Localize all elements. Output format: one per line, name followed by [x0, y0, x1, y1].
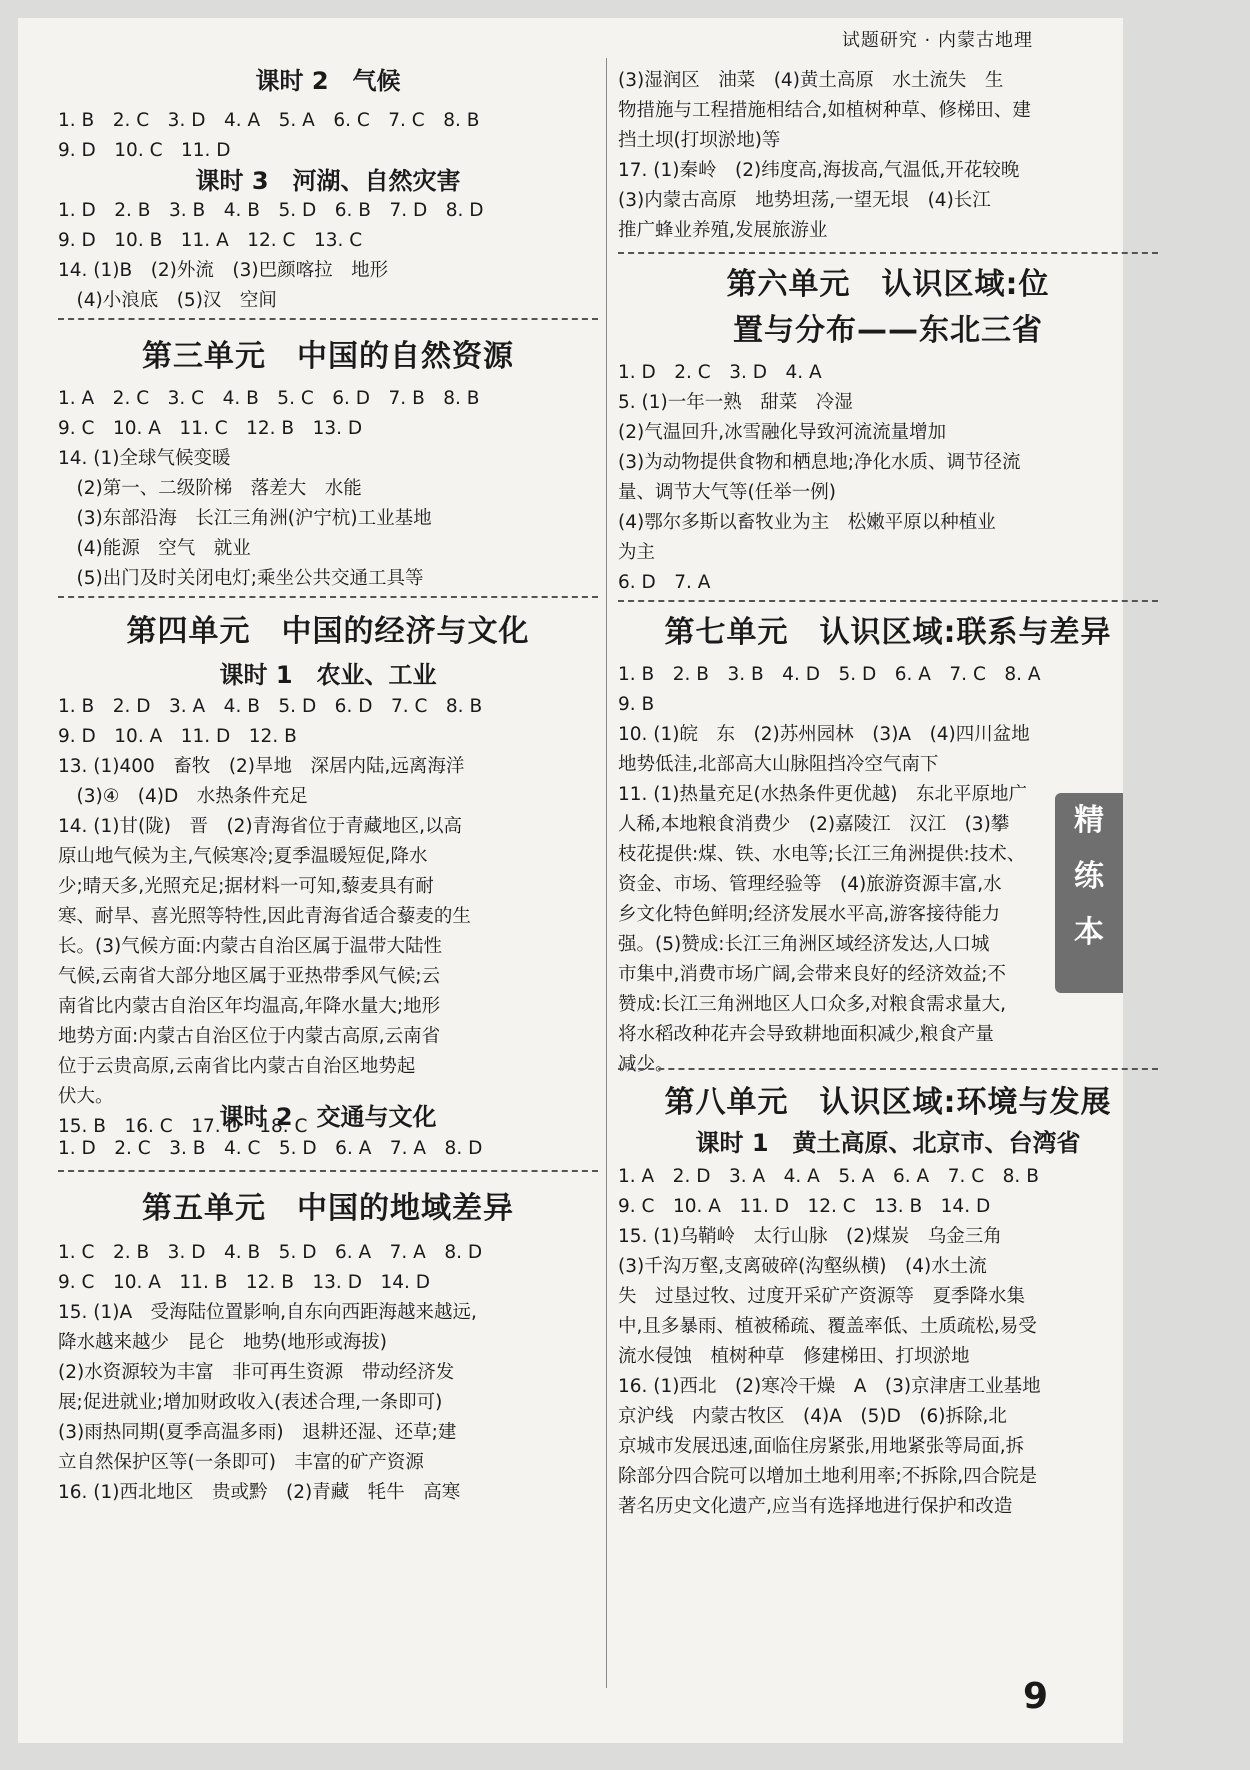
answer-line: 南省比内蒙古自治区年均温高,年降水量大;地形 [58, 996, 441, 1017]
unit7-title: 第七单元 认识区域:联系与差异 [664, 615, 1112, 650]
answer-line: 著名历史文化遗产,应当有选择地进行保护和改造 [618, 1496, 1013, 1517]
answer-line: 伏大。 [58, 1086, 114, 1107]
answer-line: 寒、耐旱、喜光照等特性,因此青海省适合藜麦的生 [58, 906, 471, 927]
page-number: 9 [1022, 1676, 1048, 1717]
answer-line: 位于云贵高原,云南省比内蒙古自治区地势起 [58, 1056, 416, 1077]
answer-line: 原山地气候为主,气候寒冷;夏季温暖短促,降水 [58, 846, 428, 867]
answer-line: 16. (1)西北 (2)寒冷干燥 A (3)京津唐工业基地 [618, 1376, 1041, 1397]
lesson-title-transport: 课时 2 交通与文化 [219, 1103, 437, 1131]
side-tab-char: 本 [1074, 915, 1104, 950]
answer-line: 9. C 10. A 11. B 12. B 13. D 14. D [58, 1272, 430, 1293]
running-header: 试题研究 · 内蒙古地理 [841, 30, 1033, 51]
answer-line: 减少。 [618, 1054, 674, 1075]
answer-line: (4)鄂尔多斯以畜牧业为主 松嫩平原以种植业 [618, 512, 996, 533]
answer-line: 强。(5)赞成:长江三角洲区域经济发达,人口城 [618, 934, 990, 955]
unit5-answers [58, 1238, 598, 1508]
answer-line: 16. (1)西北地区 贵或黔 (2)青藏 牦牛 高寒 [58, 1482, 461, 1503]
section-divider [618, 252, 1158, 254]
answer-line: 13. (1)400 畜牧 (2)旱地 深居内陆,远离海洋 [58, 756, 465, 777]
answer-line: 10. (1)皖 东 (2)苏州园林 (3)A (4)四川盆地 [618, 724, 1030, 745]
section-divider [58, 1170, 598, 1172]
unit6-title-line2: 置与分布——东北三省 [733, 313, 1043, 348]
continued-answers [618, 66, 1158, 246]
answer-line: 地势低洼,北部高大山脉阻挡冷空气南下 [618, 754, 939, 775]
answer-line: 5. (1)一年一熟 甜菜 冷湿 [618, 392, 853, 413]
answer-line: (2)水资源较为丰富 非可再生资源 带动经济发 [58, 1362, 455, 1383]
answer-line: (2)第一、二级阶梯 落差大 水能 [58, 478, 362, 499]
answer-line: 1. D 2. B 3. B 4. B 5. D 6. B 7. D 8. D [58, 200, 484, 221]
answer-line: 9. C 10. A 11. D 12. C 13. B 14. D [618, 1196, 991, 1217]
answer-line: (3)内蒙古高原 地势坦荡,一望无垠 (4)长江 [618, 190, 991, 211]
lesson-title-agriculture: 课时 1 农业、工业 [219, 661, 437, 689]
lesson2-answers [58, 106, 598, 166]
answer-line: 9. B [618, 694, 655, 715]
answer-line: (3)④ (4)D 水热条件充足 [58, 786, 308, 807]
answer-line: 京城市发展迅速,面临住房紧张,用地紧张等局面,拆 [618, 1436, 1025, 1457]
section-divider [618, 1068, 1158, 1070]
lesson-title-rivers: 课时 3 河湖、自然灾害 [195, 167, 461, 195]
section-divider [58, 596, 598, 598]
unit3-answers [58, 384, 598, 594]
answer-line: 物措施与工程措施相结合,如植树种草、修梯田、建 [618, 100, 1031, 121]
answer-line: 9. C 10. A 11. C 12. B 13. D [58, 418, 363, 439]
section-divider [618, 600, 1158, 602]
unit6-title-line1: 第六单元 认识区域:位 [726, 267, 1050, 302]
answer-line: 9. D 10. B 11. A 12. C 13. C [58, 230, 363, 251]
side-tab-char: 精 [1074, 803, 1104, 838]
answer-line: (3)为动物提供食物和栖息地;净化水质、调节径流 [618, 452, 1021, 473]
answer-line: 失 过垦过牧、过度开采矿产资源等 夏季降水集 [618, 1286, 1026, 1307]
unit3-title: 第三单元 中国的自然资源 [142, 339, 514, 374]
lesson-title-loess: 课时 1 黄土高原、北京市、台湾省 [695, 1129, 1081, 1157]
answer-line: 15. (1)乌鞘岭 太行山脉 (2)煤炭 乌金三角 [618, 1226, 1002, 1247]
answer-line: 除部分四合院可以增加土地利用率;不拆除,四合院是 [618, 1466, 1038, 1487]
answer-line: 1. D 2. C 3. B 4. C 5. D 6. A 7. A 8. D [58, 1138, 483, 1159]
answer-line: (3)千沟万壑,支离破碎(沟壑纵横) (4)水土流 [618, 1256, 987, 1277]
answer-line: (2)气温回升,冰雪融化导致河流流量增加 [618, 422, 947, 443]
unit4-lesson1-answers [58, 692, 598, 1142]
answer-line: (4)小浪底 (5)汉 空间 [58, 290, 277, 311]
answer-line: 将水稻改种花卉会导致耕地面积减少,粮食产量 [618, 1024, 994, 1045]
answer-line: 14. (1)甘(陇) 晋 (2)青海省位于青藏地区,以高 [58, 816, 463, 837]
answer-line: 6. D 7. A [618, 572, 711, 593]
section-divider [58, 318, 598, 320]
answer-line: 15. B 16. C 17. D 18. C [58, 1116, 308, 1137]
answer-line: 气候,云南省大部分地区属于亚热带季风气候;云 [58, 966, 441, 987]
answer-line: 14. (1)全球气候变暖 [58, 448, 231, 469]
answer-line: 赞成:长江三角洲地区人口众多,对粮食需求量大, [618, 994, 1006, 1015]
lesson3-answers [58, 196, 598, 316]
column-divider [606, 58, 607, 1688]
answer-line: 为主 [618, 542, 656, 563]
unit4-title: 第四单元 中国的经济与文化 [126, 614, 530, 649]
answer-line: 展;促进就业;增加财政收入(表述合理,一条即可) [58, 1392, 443, 1413]
unit5-title: 第五单元 中国的地域差异 [142, 1191, 514, 1226]
side-tab-char: 练 [1074, 859, 1104, 894]
answer-line: 挡土坝(打坝淤地)等 [618, 130, 781, 151]
answer-line: 流水侵蚀 植树种草 修建梯田、打坝淤地 [618, 1346, 970, 1367]
answer-line: 15. (1)A 受海陆位置影响,自东向西距海越来越远, [58, 1302, 477, 1323]
answer-line: 京沪线 内蒙古牧区 (4)A (5)D (6)拆除,北 [618, 1406, 1007, 1427]
answer-line: 枝花提供:煤、铁、水电等;长江三角洲提供:技术、 [618, 844, 1026, 865]
answer-line: 资金、市场、管理经验等 (4)旅游资源丰富,水 [618, 874, 1002, 895]
answer-line: (3)东部沿海 长江三角洲(沪宁杭)工业基地 [58, 508, 432, 529]
unit6-answers [618, 358, 1158, 598]
answer-line: 长。(3)气候方面:内蒙古自治区属于温带大陆性 [58, 936, 442, 957]
page [18, 18, 1123, 1743]
answer-line: 1. A 2. C 3. C 4. B 5. C 6. D 7. B 8. B [58, 388, 480, 409]
answer-line: 9. D 10. A 11. D 12. B [58, 726, 297, 747]
answer-line: 地势方面:内蒙古自治区位于内蒙古高原,云南省 [58, 1026, 441, 1047]
answer-line: 少;晴天多,光照充足;据材料一可知,藜麦具有耐 [58, 876, 434, 897]
answer-line: (5)出门及时关闭电灯;乘坐公共交通工具等 [58, 568, 424, 589]
lesson-title-climate: 课时 2 气候 [255, 67, 401, 95]
side-tab [1055, 793, 1123, 993]
unit8-answers [618, 1162, 1158, 1522]
answer-line: (4)能源 空气 就业 [58, 538, 251, 559]
answer-line: 量、调节大气等(任举一例) [618, 482, 836, 503]
answer-line: 降水越来越少 昆仑 地势(地形或海拔) [58, 1332, 387, 1353]
answer-line: 1. B 2. D 3. A 4. B 5. D 6. D 7. C 8. B [58, 696, 483, 717]
answer-line: 中,且多暴雨、植被稀疏、覆盖率低、土质疏松,易受 [618, 1316, 1037, 1337]
answer-line: 1. B 2. C 3. D 4. A 5. A 6. C 7. C 8. B [58, 110, 480, 131]
answer-line: 推广蜂业养殖,发展旅游业 [618, 220, 828, 241]
answer-line: 1. A 2. D 3. A 4. A 5. A 6. A 7. C 8. B [618, 1166, 1039, 1187]
answer-line: 1. B 2. B 3. B 4. D 5. D 6. A 7. C 8. A [618, 664, 1041, 685]
answer-line: 市集中,消费市场广阔,会带来良好的经济效益;不 [618, 964, 1006, 985]
answer-line: 1. C 2. B 3. D 4. B 5. D 6. A 7. A 8. D [58, 1242, 483, 1263]
answer-line: (3)湿润区 油菜 (4)黄土高原 水土流失 生 [618, 70, 1004, 91]
answer-line: 14. (1)B (2)外流 (3)巴颜喀拉 地形 [58, 260, 389, 281]
answer-line: 11. (1)热量充足(水热条件更优越) 东北平原地广 [618, 784, 1027, 805]
answer-line: 1. D 2. C 3. D 4. A [618, 362, 822, 383]
answer-line: (3)雨热同期(夏季高温多雨) 退耕还湿、还草;建 [58, 1422, 457, 1443]
unit4-lesson2-answers [58, 1134, 598, 1164]
answer-line: 9. D 10. C 11. D [58, 140, 231, 161]
answer-line: 乡文化特色鲜明;经济发展水平高,游客接待能力 [618, 904, 1001, 925]
answer-line: 立自然保护区等(一条即可) 丰富的矿产资源 [58, 1452, 424, 1473]
answer-line: 人稀,本地粮食消费少 (2)嘉陵江 汉江 (3)攀 [618, 814, 1010, 835]
unit8-title: 第八单元 认识区域:环境与发展 [664, 1085, 1112, 1120]
answer-line: 17. (1)秦岭 (2)纬度高,海拔高,气温低,开花较晚 [618, 160, 1020, 181]
